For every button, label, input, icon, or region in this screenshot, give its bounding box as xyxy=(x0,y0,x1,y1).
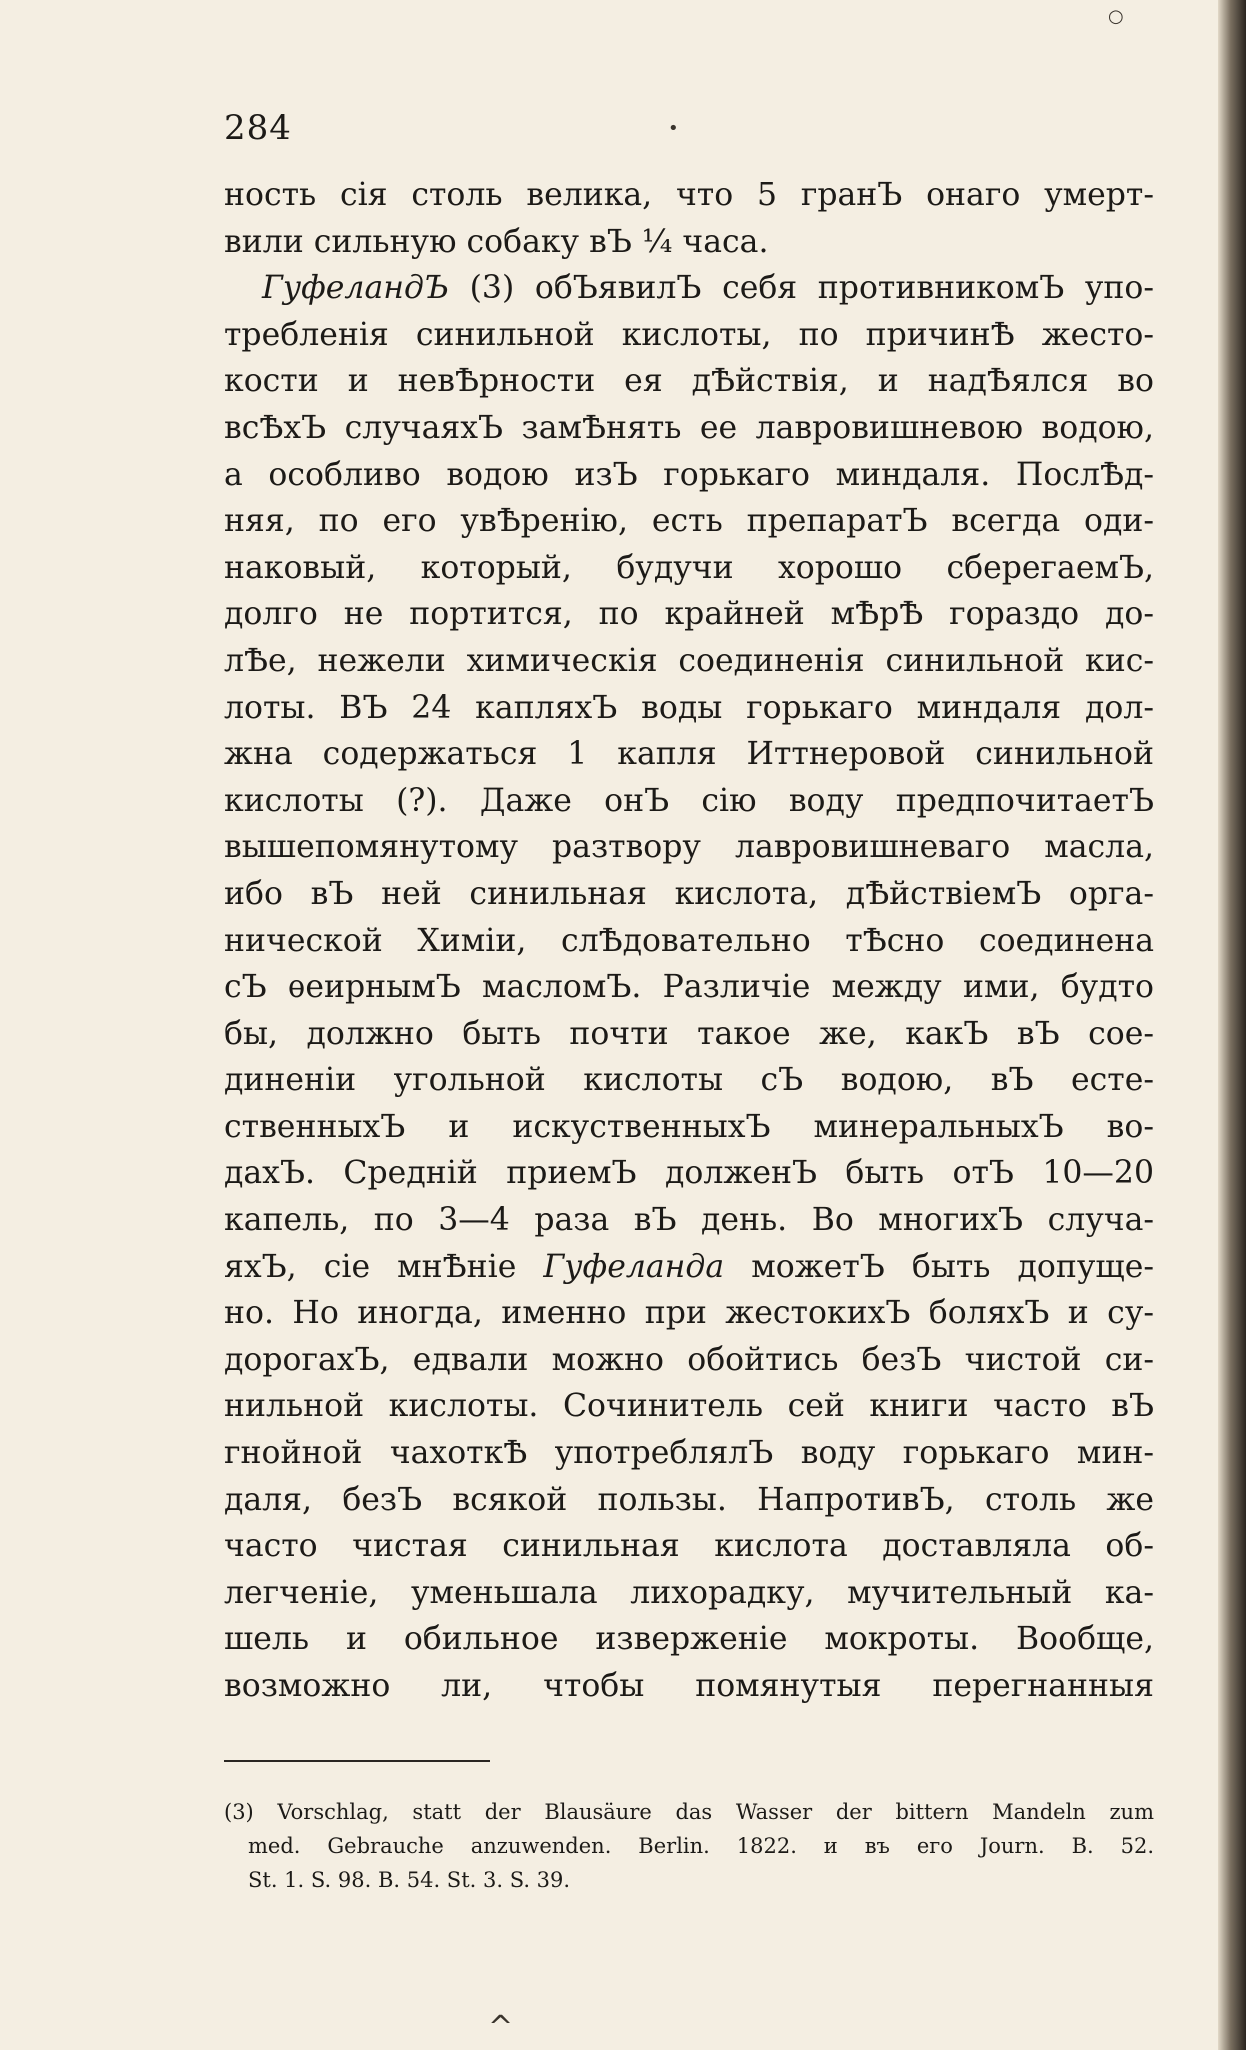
stray-mark: ○ xyxy=(1108,6,1124,27)
text-line: даля, безЪ всякой пользы. НапротивЪ, столь же xyxy=(224,1481,1154,1518)
text-line: жна содержаться 1 капля Иттнеровой синильной xyxy=(224,736,1154,773)
text-line: бы, должно быть почти такое же, какЪ вЪ сое- xyxy=(224,1015,1154,1052)
text-line: часто чистая синильная кислота доставляла об- xyxy=(224,1528,1154,1565)
page-number: 284 xyxy=(224,108,292,148)
author-name: ГуфеландЪ xyxy=(262,270,450,307)
text-span: можетЪ быть допуще- xyxy=(724,1248,1154,1285)
text-line: шель и обильное изверженіе мокроты. Вообще, xyxy=(224,1621,1154,1658)
text-line: но. Но иногда, именно при жестокихЪ боляхЪ и су- xyxy=(224,1295,1154,1332)
text-line: диненіи угольной кислоты сЪ водою, вЪ есте- xyxy=(224,1062,1154,1099)
footnote xyxy=(224,1795,1154,1897)
text-line: няя, по его увѢренію, есть препаратЪ всегда оди- xyxy=(224,503,1154,540)
text-line: дахЪ. Средній приемЪ долженЪ быть отЪ 10—20 xyxy=(224,1155,1154,1192)
text-line: лоты. ВЪ 24 капляхЪ воды горькаго миндаля дол- xyxy=(224,689,1154,726)
text-line xyxy=(224,265,1154,312)
text-line: требленія синильной кислоты, по причинѢ жесто- xyxy=(224,316,1154,353)
text-line: долго не портится, по крайней мѢрѢ гораздо до- xyxy=(224,596,1154,633)
text-line: гнойной чахоткѢ употреблялЪ воду горькаго мин- xyxy=(224,1435,1154,1472)
text-line: кислоты (?). Даже онЪ сію воду предпочитаетЪ xyxy=(224,782,1154,819)
text-line: нической Химіи, слѢдовательно тѢсно соединена xyxy=(224,922,1154,959)
footnote-line: med. Gebrauche anzuwenden. Berlin. 1822. и въ его Journ. B. 52. xyxy=(248,1834,1154,1858)
text-line: лѢе, нежели химическія соединенія синильной кис- xyxy=(224,642,1154,679)
text-line: ность сія столь велика, что 5 гранЪ онаго умерт- xyxy=(224,177,1154,213)
text-line: возможно ли, чтобы помянутыя перегнанныя xyxy=(224,1668,1154,1704)
stray-mark: • xyxy=(668,118,679,139)
text-line: вили сильную собаку вЪ ¼ часа. xyxy=(224,223,769,260)
text-line: вышепомянутому разтвору лавровишневаго масла, xyxy=(224,829,1154,866)
book-spine-shadow xyxy=(1218,0,1246,2050)
text-line: легченіе, уменьшала лихорадку, мучительный ка- xyxy=(224,1574,1154,1611)
text-line: ственныхЪ и искуственныхЪ минеральныхЪ во- xyxy=(224,1108,1154,1145)
text-line: кости и невѢрности ея дѢйствія, и надѢялся во xyxy=(224,363,1154,400)
text-line: сЪ ѳеирнымЪ масломЪ. Различіе между ими, будто xyxy=(224,969,1154,1006)
text-span: (3) обЪявилЪ себя противникомЪ упо- xyxy=(449,270,1154,307)
text-span: яхЪ, сіе мнѢніе xyxy=(224,1248,544,1285)
stray-mark: ^ xyxy=(488,2010,514,2045)
footnote-divider xyxy=(224,1760,490,1762)
footnote-line: St. 1. S. 98. B. 54. St. 3. S. 39. xyxy=(248,1868,571,1892)
text-line: наковый, который, будучи хорошо сберегаемЪ, xyxy=(224,549,1154,586)
text-line: капель, по 3—4 раза вЪ день. Во многихЪ случа- xyxy=(224,1202,1154,1239)
text-line xyxy=(224,1244,1154,1291)
author-name: Гуфеланда xyxy=(543,1248,725,1285)
text-line: ибо вЪ ней синильная кислота, дѢйствіемЪ орга- xyxy=(224,875,1154,912)
footnote-line: (3) Vorschlag, statt der Blausäure das Wasser der bittern Mandeln zum xyxy=(224,1800,1154,1824)
body-text xyxy=(224,172,1154,1710)
text-line: нильной кислоты. Сочинитель сей книги часто вЪ xyxy=(224,1388,1154,1425)
text-line: всѢхЪ случаяхЪ замѢнять ее лавровишневою водою, xyxy=(224,409,1154,446)
text-line: дорогахЪ, едвали можно обойтись безЪ чистой си- xyxy=(224,1341,1154,1378)
text-line: а особливо водою изЪ горькаго миндаля. ПослѢд- xyxy=(224,456,1154,493)
